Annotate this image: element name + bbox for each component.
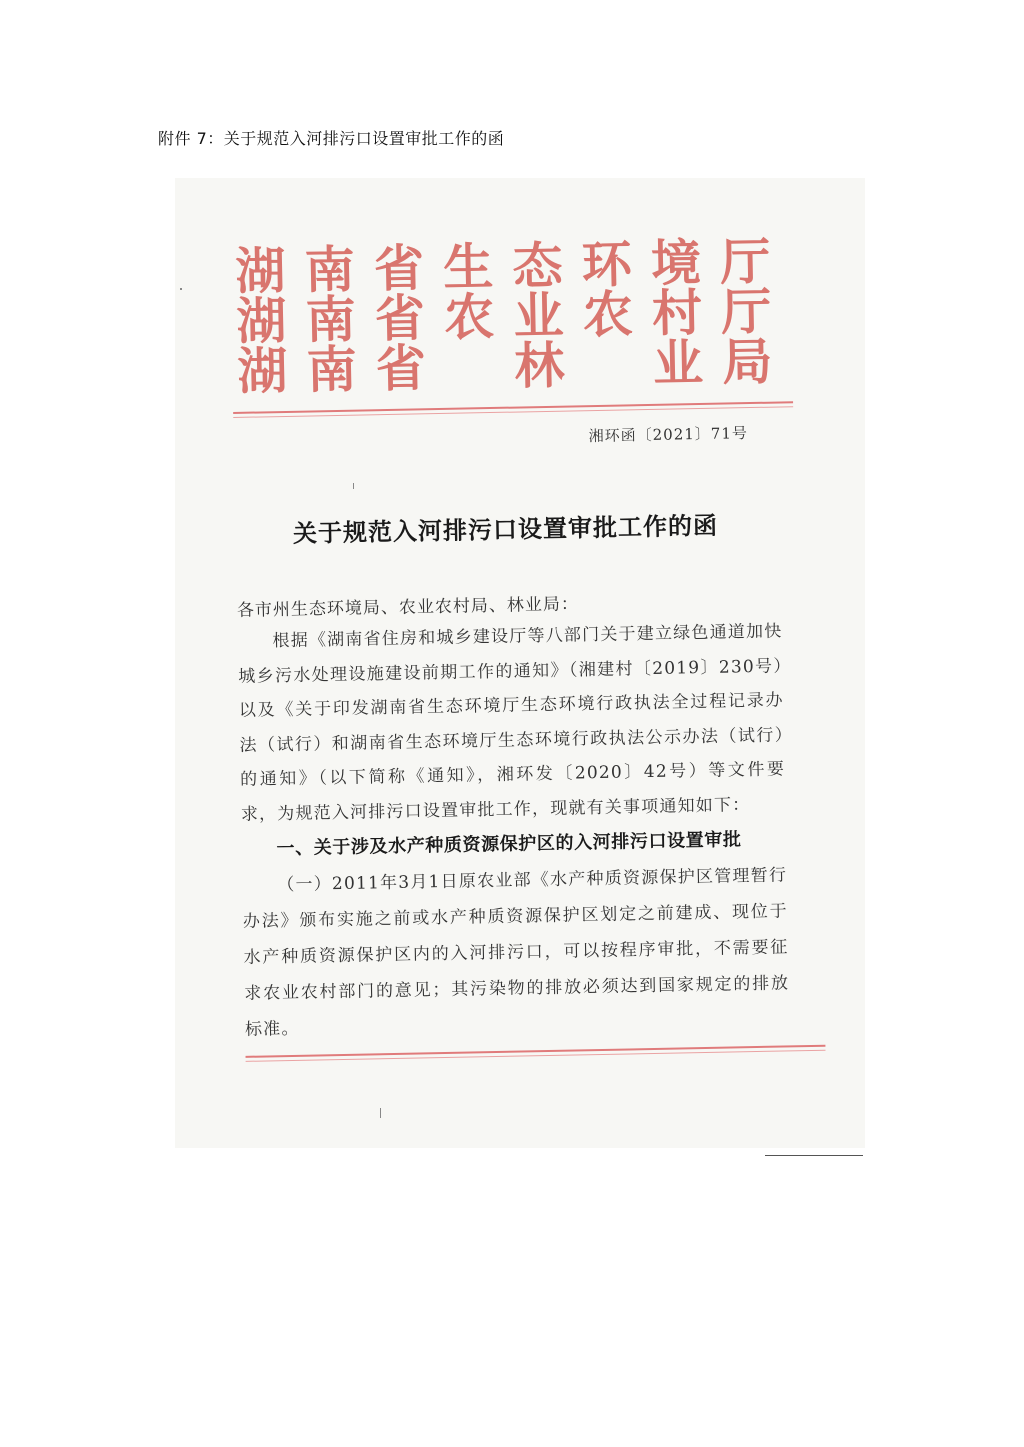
section-1-heading: 一、关于涉及水产种质资源保护区的入河排污口设置审批 (276, 829, 742, 860)
letterhead (230, 231, 778, 418)
document-content (230, 231, 846, 1061)
addressee: 各市州生态环境局、农业农村局、林业局： (236, 594, 580, 621)
scanned-document (175, 178, 865, 1148)
letterhead-line-3: 湖 南 省 林 业 局 (236, 331, 773, 401)
document-number: 湘环函〔2021〕71号 (588, 424, 749, 446)
scan-speck (380, 1108, 381, 1118)
letterhead-line-2: 湖 南 省 农 业 农 村 厅 (235, 281, 772, 351)
attachment-caption: 附件 7：关于规范入河排污口设置审批工作的函 (158, 129, 505, 148)
stray-line (765, 1155, 863, 1156)
scan-speck (180, 288, 182, 290)
body-paragraph-2: （一）2011年3月1日原农业部《水产种质资源保护区管理暂行办法》颁布实施之前或水产种质资源保护区划定之前建成、现位于水产种质资源保护区内的入河排污口，可以按程序审批，不需要征求农业农村部门的意见；其污染物的排放必须达到国家规定的排放标准。 (242, 865, 790, 1040)
document-title: 关于规范入河排污口设置审批工作的函 (292, 510, 719, 548)
letterhead-line-1: 湖 南 省 生 态 环 境 厅 (234, 231, 771, 301)
body-paragraph-1: 根据《湖南省住房和城乡建设厅等八部门关于建立绿色通道加快城乡污水处理设施建设前期工作的通知》（湘建村〔2019〕230号）以及《关于印发湖南省生态环境厅生态环境行政执法全过程记录办法（试行）和湖南省生态环境厅生态环境行政执法公示办法（试行）的通知》（以下简称《通知》，湘环发〔2020〕42号）等文件要求，为规范入河排污口设置审批工作，现就有关事项通知如下： (238, 621, 786, 825)
